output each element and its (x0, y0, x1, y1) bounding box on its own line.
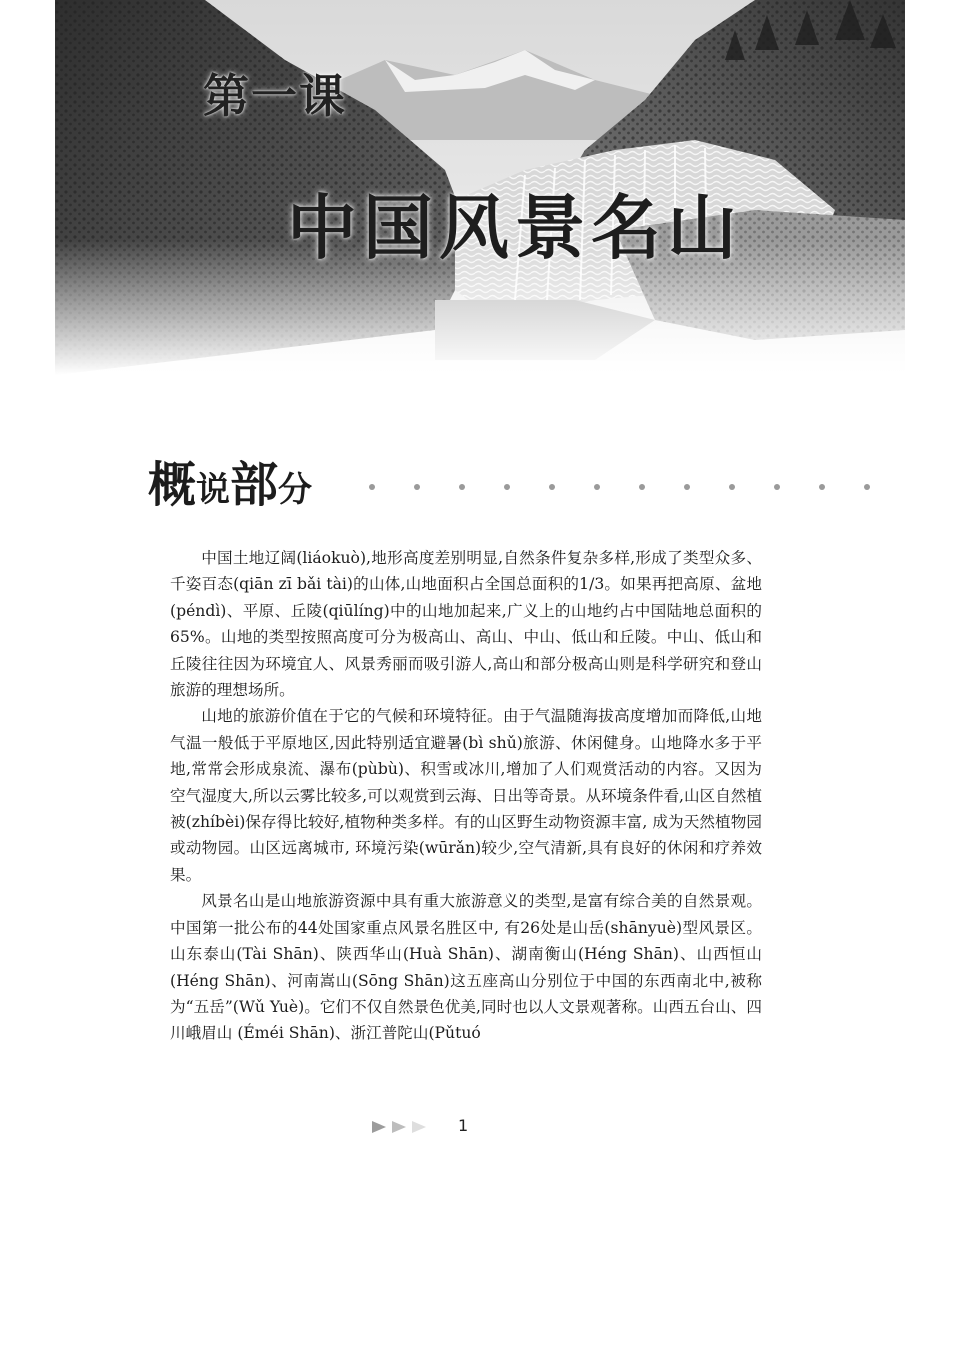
section-heading (148, 455, 878, 515)
body-text (170, 545, 762, 1047)
paragraph-2: 山地的旅游价值在于它的气候和环境特征。由于气温随海拔高度增加而降低,山地气温一般低于平原地区,因此特别适宜避暑(bì shǔ)旅游、休闲健身。山地降水多于平地,常常会形成泉流、瀑布(pùbù)、积雪或冰川,增加了人们观赏活动的内容。又因为空气湿度大,所以云雾比较多,可以观赏到云海、日出等奇景。从环境条件看,山区自然植被(zhíbèi)保存得比较好,植物种类多样。有的山区野生动物资源丰富, 成为天然植物园或动物园。山区远离城市, 环境污染(wūrǎn)较少,空气清新,具有良好的休闲和疗养效果。 (170, 707, 762, 884)
paragraph-3: 风景名山是山地旅游资源中具有重大旅游意义的类型,是富有综合美的自然景观。中国第一批公布的44处国家重点风景名胜区中, 有26处是山岳(shānyuè)型风景区。山东泰山(Tài Shān)、陕西华山(Huà Shān)、湖南衡山(Héng Shān)、山西恒山(Héng Shān)、河南嵩山(Sōng Shān)这五座高山分别位于中国的东西南北中,被称为“五岳”(Wǔ Yuè)。它们不仅自然景色优美,同时也以人文景观著称。山西五台山、四川峨眉山 (Éméi Shān)、浙江普陀山(Pǔtuó (170, 892, 762, 1043)
decorative-dot-divider (360, 479, 880, 495)
lesson-number: 第一课 (203, 69, 347, 123)
section-title-char-4: 分 (278, 470, 313, 510)
header-photo (55, 0, 905, 375)
page-footer (370, 1116, 490, 1138)
paragraph-1: 中国土地辽阔(liáokuò),地形高度差别明显,自然条件复杂多样,形成了类型众多、千姿百态(qiān zī bǎi tài)的山体,山地面积占全国总面积的1/3。如果再把高原、盆地(péndì)、平原、丘陵(qiūlíng)中的山地加起来,广义上的山地约占中国陆地总面积的65%。山地的类型按照高度可分为极高山、高山、中山、低山和丘陵。中山、低山和丘陵往往因为环境宜人、风景秀丽而吸引游人,高山和部分极高山则是科学研究和登山旅游的理想场所。 (170, 549, 762, 700)
section-title-char-1: 概 (148, 457, 197, 513)
triple-arrow-icon (370, 1116, 450, 1138)
section-title (148, 455, 312, 526)
lesson-title: 中国风景名山 (287, 187, 743, 269)
section-title-char-3: 部 (230, 457, 279, 513)
page-number: 1 (458, 1116, 469, 1135)
section-title-char-2: 说 (196, 470, 231, 510)
